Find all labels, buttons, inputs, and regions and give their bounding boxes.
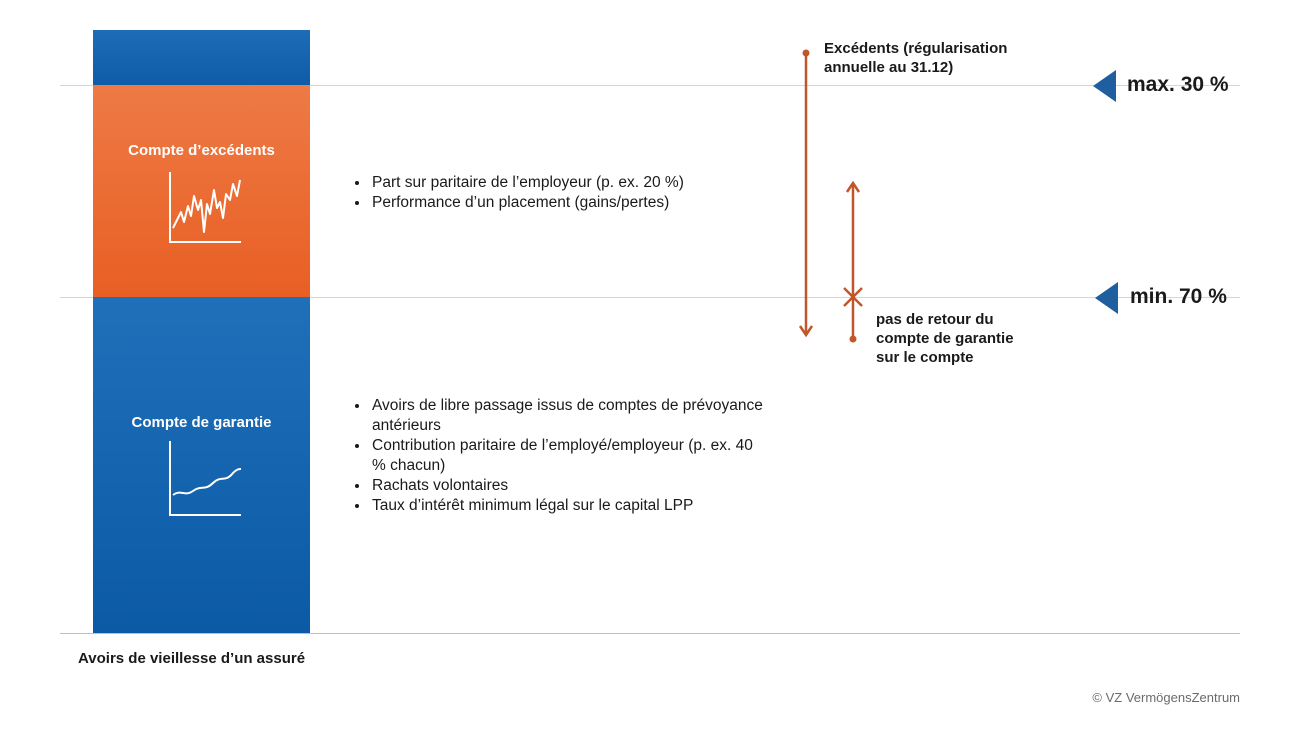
list-item: • Part sur paritaire de l’employeur (p. ex. 20 %) (370, 173, 770, 193)
surplus-transfer-arrow (800, 50, 812, 336)
list-item: • Avoirs de libre passage issus de comptes de prévoyance antérieurs (370, 396, 770, 436)
min-share-label: min. 70 % (1130, 285, 1227, 308)
no-return-annotation-line: pas de retour du (876, 311, 994, 328)
surplus-annotation-line: annuelle au 31.12) (824, 59, 954, 76)
axis-caption: Avoirs de vieillesse d’un assuré (78, 650, 306, 667)
surplus-annotation-line: Excédents (régularisation (824, 40, 1008, 57)
list-item: • Taux d’intérêt minimum légal sur le capital LPP (370, 496, 770, 516)
surplus-annotation (824, 39, 1007, 77)
no-return-annotation-line: sur le compte (876, 349, 974, 366)
surplus-account-title: Compte d’excédents (128, 142, 275, 159)
no-return-annotation (876, 310, 1014, 367)
list-item: • Contribution paritaire de l’employé/employeur (p. ex. 40 % chacun) (370, 436, 770, 476)
list-item: • Performance d’un placement (gains/pertes) (370, 193, 770, 213)
no-return-arrow (847, 183, 859, 343)
max-share-label: max. 30 % (1127, 73, 1229, 96)
max-marker-triangle-icon (1093, 70, 1116, 102)
no-return-annotation-line: compte de garantie (876, 330, 1014, 347)
copyright-notice: © VZ VermögensZentrum (1092, 690, 1240, 705)
guarantee-account-title: Compte de garantie (131, 414, 272, 431)
list-item: • Rachats volontaires (370, 476, 770, 496)
min-marker-triangle-icon (1095, 282, 1118, 314)
